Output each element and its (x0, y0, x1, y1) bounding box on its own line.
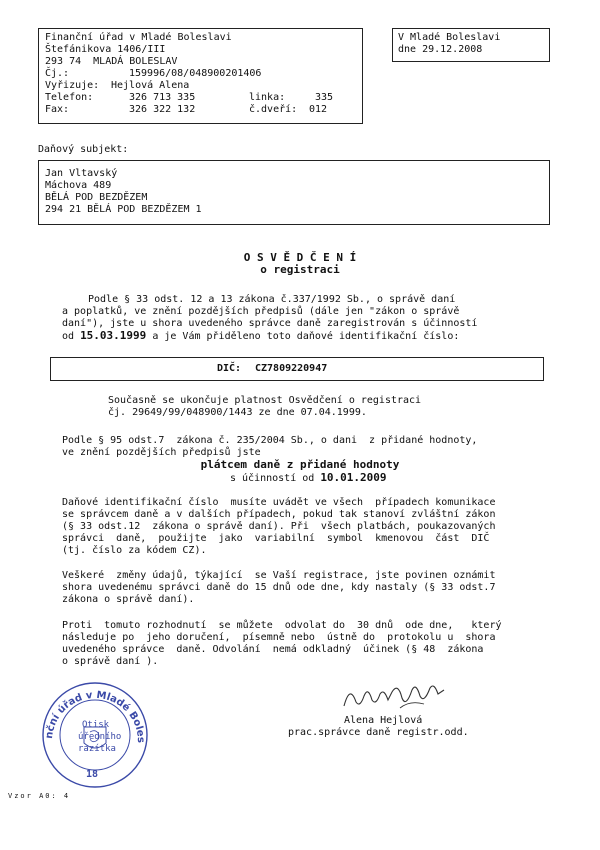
door-label: č.dveří: (249, 104, 298, 115)
dic-value: CZ7809220947 (255, 363, 328, 374)
para4-line5: (tj. číslo za kódem CZ). (62, 545, 207, 556)
reference-number: 159996/08/048900201406 (129, 68, 262, 79)
handler-name: Hejlová Alena (111, 80, 190, 91)
para1-line4-suffix: a je Vám přiděleno toto daňové identifikační číslo: (146, 331, 460, 342)
para5-line3: zákona o správě daní). (62, 594, 195, 605)
door-number: 012 (309, 104, 328, 115)
stamp-inner-line3: razítka (78, 744, 116, 754)
para2-line2: čj. 29649/99/048900/1443 ze dne 07.04.1999. (108, 407, 367, 418)
fax-number: 326 322 132 (129, 104, 196, 115)
para6-line3: uvedeného správce daně. Odvolání nemá odkladný účinek (§ 48 zákona (62, 644, 484, 655)
subject-street: Máchova 489 (45, 180, 112, 191)
office-city: 293 74 MLADÁ BOLESLAV (45, 56, 178, 67)
office-street: Štefánikova 1406/III (45, 44, 166, 55)
para1-line1: Podle § 33 odst. 12 a 13 zákona č.337/1992 Sb., o správě daní (88, 294, 456, 305)
date-text: dne 29.12.2008 (398, 44, 483, 55)
para5-line2: shora uvedenému správci daně do 15 dnů ode dne, kdy nastaly (§ 33 odst.7 (62, 582, 496, 593)
vat-effective-prefix: s účinností od (230, 473, 321, 484)
para1-line4 (62, 330, 459, 343)
form-code: Vzor A0: 4 (8, 792, 71, 800)
subject-label: Daňový subjekt: (38, 144, 129, 155)
subject-box (38, 160, 550, 225)
para5-line1: Veškeré změny údajů, týkající se Vaší registrace, jste povinen oznámit (62, 570, 496, 581)
fax-label: Fax: (45, 104, 70, 115)
para1-line2: a poplatků, ve znění pozdějších předpisů (dále jen "zákon o správě (62, 306, 460, 317)
para4-line3: (§ 33 odst.12 zákona o správě daní). Při všech platbách, poukazovaných (62, 521, 496, 532)
para6-line1: Proti tomuto rozhodnutí se můžete odvolat do 30 dnů ode dne, který (62, 620, 502, 631)
para1-line3: daní"), jste u shora uvedeného správce daně zaregistrován s účinností (62, 318, 478, 329)
subject-town: BĚLÁ POD BEZDĚZEM (45, 192, 148, 203)
dic-box (50, 357, 544, 381)
para4-line4: správci daně, použijte jako variabilní symbol kmenovou část DIČ (62, 533, 490, 544)
extension-label: linka: (249, 92, 286, 103)
place-text: V Mladé Boleslavi (398, 32, 501, 43)
para3-line4 (230, 472, 387, 485)
official-stamp (20, 675, 170, 790)
para3-line2: ve znění pozdějších předpisů jste (62, 447, 261, 458)
phone-number: 326 713 335 (129, 92, 196, 103)
document-subtitle: o registraci (260, 263, 340, 276)
phone-label: Telefon: (45, 92, 94, 103)
document-title: O S V Ě D Č E N Í (243, 251, 357, 264)
subject-name: Jan Vltavský (45, 168, 118, 179)
para4-line2: se správcem daně a v dalších případech, pokud tak stanoví zvláštní zákon (62, 509, 496, 520)
extension-number: 335 (315, 92, 334, 103)
para1-line4-prefix: od (62, 331, 81, 342)
reference-label: Čj.: (45, 68, 70, 79)
stamp-inner-line2: úředního (78, 732, 122, 742)
signatory-role: prac.správce daně registr.odd. (288, 727, 469, 738)
handler-label: Vyřizuje: (45, 80, 100, 91)
subject-postcode: 294 21 BĚLÁ POD BEZDĚZEM 1 (45, 204, 202, 215)
para2-line1: Současně se ukončuje platnost Osvědčení o registraci (108, 395, 422, 406)
para4-line1: Daňové identifikační číslo musíte uvádět ve všech případech komunikace (62, 497, 496, 508)
handwritten-signature (340, 678, 450, 713)
office-name: Finanční úřad v Mladé Boleslavi (45, 32, 232, 43)
stamp-number: 18 (86, 769, 99, 780)
registration-date: 15.03.1999 (80, 329, 147, 342)
dic-label: DIČ: (217, 363, 242, 374)
office-header-box (38, 28, 363, 124)
stamp-ring-text: nční úřad v Mladé Boles (43, 689, 147, 744)
para6-line2: následuje po jeho doručení, písemně nebo ústně do protokolu u shora (62, 632, 496, 643)
para6-line4: o správě daní ). (62, 656, 159, 667)
stamp-inner-line1: Otisk (82, 720, 110, 730)
para3-line1: Podle § 95 odst.7 zákona č. 235/2004 Sb., o dani z přidané hodnoty, (62, 435, 478, 446)
place-date-box (392, 28, 550, 62)
vat-payer-status: plátcem daně z přidané hodnoty (200, 458, 400, 471)
vat-effective-date: 10.01.2009 (320, 471, 387, 484)
signatory-name: Alena Hejlová (344, 715, 423, 726)
